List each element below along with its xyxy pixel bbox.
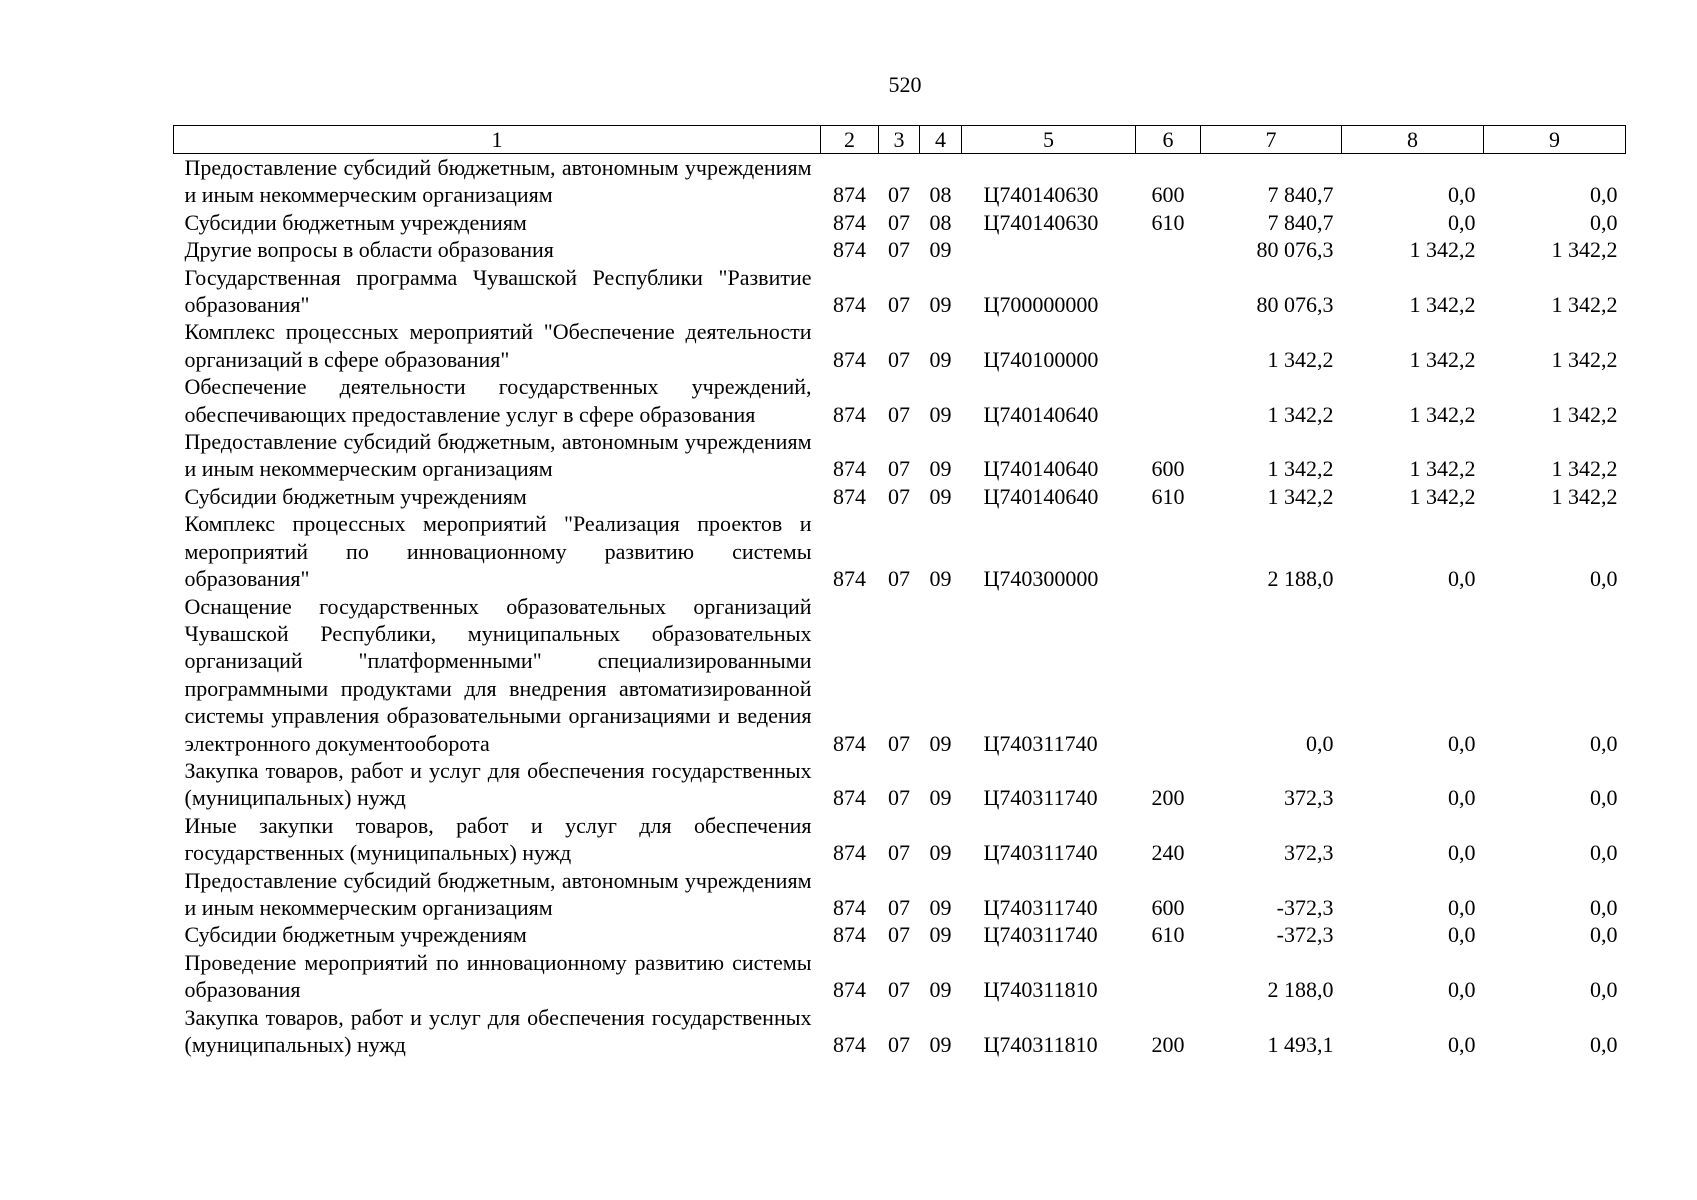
amount-col9: 0,0 [1590,730,1618,756]
expense-type-code: 600 [1151,182,1185,208]
row-name: Государственная программа Чувашской Республики "Развитие образования" [184,264,812,318]
expense-type-code [1136,236,1201,263]
amount-col9: 0,0 [1590,785,1618,811]
section-code: 07 [888,292,910,318]
amount-col9: 1 342,2 [1551,292,1618,318]
amount-col7: 2 188,0 [1267,566,1334,592]
expense-type-code [1136,949,1201,1004]
amount-col8: 1 342,2 [1409,456,1476,482]
amount-col9: 1 342,2 [1551,401,1618,427]
section-code: 07 [888,209,910,235]
column-header: 2 [821,126,879,154]
subsection-code: 09 [929,840,952,866]
ministry-code: 874 [833,785,866,811]
table-row [174,593,1626,757]
column-header: 9 [1484,126,1626,154]
amount-col8: 0,0 [1448,894,1476,920]
table-row [174,510,1626,592]
row-name: Обеспечение деятельности государственных учреждений, обеспечивающих предоставление услуг в сфере образования [184,374,812,427]
target-code: Ц740100000 [983,346,1099,372]
column-header: 8 [1342,126,1484,154]
row-name: Предоставление субсидий бюджетным, автономным учреждениям и иным некоммерческим организациям [184,429,812,482]
subsection-code: 09 [929,237,952,263]
table-row [174,373,1626,428]
target-code [962,236,1136,263]
row-name: Субсидии бюджетным учреждениям [184,922,527,948]
ministry-code: 874 [833,894,866,920]
section-code: 07 [888,922,910,948]
amount-col9: 0,0 [1590,1032,1618,1057]
table-row [174,921,1626,948]
table-row [174,812,1626,867]
budget-table [173,125,1626,1058]
ministry-code: 874 [833,182,866,208]
table-row [174,264,1626,319]
amount-col9: 0,0 [1590,182,1618,208]
subsection-code: 09 [929,977,952,1003]
subsection-code: 09 [929,346,952,372]
row-name: Субсидии бюджетным учреждениям [184,483,527,509]
expense-type-code [1136,373,1201,428]
amount-col9: 1 342,2 [1551,346,1618,372]
column-header: 1 [174,126,821,154]
section-code: 07 [888,346,910,372]
table-row [174,949,1626,1004]
subsection-code: 09 [929,894,952,920]
expense-type-code: 600 [1151,456,1185,482]
amount-col8: 0,0 [1448,922,1476,948]
amount-col9: 1 342,2 [1551,237,1618,263]
expense-type-code: 200 [1151,1032,1185,1057]
section-code: 07 [888,237,910,263]
row-name: Закупка товаров, работ и услуг для обеспечения государственных (муниципальных) нужд [184,1004,812,1057]
ministry-code: 874 [833,209,866,235]
amount-col9: 0,0 [1590,977,1618,1003]
amount-col7: 1 342,2 [1267,401,1334,427]
table-row [174,483,1626,510]
amount-col9: 1 342,2 [1551,456,1618,482]
column-header: 5 [962,126,1136,154]
section-code: 07 [888,401,910,427]
expense-type-code: 610 [1151,209,1185,235]
section-code: 07 [888,894,910,920]
amount-col7: 372,3 [1284,785,1334,811]
table-row [174,867,1626,922]
table-row [174,428,1626,483]
expense-type-code: 610 [1151,483,1185,509]
ministry-code: 874 [833,346,866,372]
target-code: Ц740300000 [983,566,1099,592]
target-code: Ц740140640 [983,456,1099,482]
amount-col8: 0,0 [1448,730,1476,756]
table-row [174,1004,1626,1059]
page-number: 520 [888,72,922,97]
target-code: Ц740311740 [983,922,1098,948]
amount-col7: 1 493,1 [1267,1032,1334,1057]
expense-type-code: 240 [1151,840,1185,866]
amount-col8: 0,0 [1448,785,1476,811]
subsection-code: 09 [929,785,952,811]
target-code: Ц740311740 [983,730,1098,756]
amount-col7: 80 076,3 [1256,292,1334,318]
section-code: 07 [888,730,910,756]
table-row [174,318,1626,373]
subsection-code: 09 [929,566,952,592]
amount-col7: -372,3 [1276,922,1334,948]
table-header [174,126,1626,154]
ministry-code: 874 [833,566,866,592]
target-code: Ц740311740 [983,894,1098,920]
row-name: Закупка товаров, работ и услуг для обеспечения государственных (муниципальных) нужд [184,757,812,811]
amount-col7: 80 076,3 [1256,237,1334,263]
table-body [174,154,1626,1059]
subsection-code: 09 [929,456,952,482]
section-code: 07 [888,785,910,811]
table-row [174,757,1626,812]
target-code: Ц740140640 [983,401,1099,427]
subsection-code: 09 [929,401,952,427]
subsection-code: 09 [929,922,952,948]
expense-type-code [1136,593,1201,757]
row-name: Иные закупки товаров, работ и услуг для обеспечения государственных (муниципальных) нужд [184,812,812,866]
subsection-code: 09 [929,1032,952,1057]
target-code: Ц740311740 [983,785,1098,811]
target-code: Ц740140630 [983,182,1099,208]
section-code: 07 [888,1032,910,1057]
table-row [174,236,1626,263]
amount-col8: 1 342,2 [1409,483,1476,509]
ministry-code: 874 [833,922,866,948]
target-code: Ц740311810 [983,1032,1098,1057]
amount-col8: 1 342,2 [1409,237,1476,263]
expense-type-code [1136,510,1201,592]
target-code: Ц740311740 [983,840,1098,866]
ministry-code: 874 [833,730,866,756]
ministry-code: 874 [833,483,866,509]
amount-col8: 0,0 [1448,209,1476,235]
row-name: Проведение мероприятий по инновационному развитию системы образования [184,949,812,1003]
target-code: Ц700000000 [983,292,1099,318]
amount-col9: 0,0 [1590,840,1618,866]
amount-col8: 0,0 [1448,182,1476,208]
amount-col7: 2 188,0 [1267,977,1334,1003]
row-name: Другие вопросы в области образования [184,237,554,263]
column-header: 6 [1136,126,1201,154]
column-header: 7 [1201,126,1342,154]
row-name: Предоставление субсидий бюджетным, автономным учреждениям и иным некоммерческим организациям [184,867,812,920]
amount-col7: 0,0 [1306,730,1334,756]
subsection-code: 08 [929,182,952,208]
section-code: 07 [888,456,910,482]
amount-col8: 0,0 [1448,1032,1476,1057]
amount-col8: 1 342,2 [1409,346,1476,372]
section-code: 07 [888,840,910,866]
expense-type-code [1136,264,1201,319]
ministry-code: 874 [833,977,866,1003]
amount-col9: 0,0 [1590,209,1618,235]
amount-col7: 7 840,7 [1267,182,1334,208]
target-code: Ц740140640 [983,483,1099,509]
amount-col8: 0,0 [1448,566,1476,592]
amount-col8: 1 342,2 [1409,401,1476,427]
expense-type-code: 600 [1151,894,1185,920]
row-name: Оснащение государственных образовательных организаций Чувашской Республики, муниципальных образовательных организаций "платформенными" специализированными программными продуктами для внедрения автоматизированной системы управления образовательными организациями и ведения электронного документооборота [184,593,812,756]
subsection-code: 08 [929,209,952,235]
ministry-code: 874 [833,292,866,318]
section-code: 07 [888,483,910,509]
amount-col9: 0,0 [1590,566,1618,592]
section-code: 07 [888,566,910,592]
target-code: Ц740140630 [983,209,1099,235]
amount-col7: -372,3 [1276,894,1334,920]
amount-col8: 1 342,2 [1409,292,1476,318]
row-name: Комплекс процессных мероприятий "Обеспечение деятельности организаций в сфере образования" [184,319,812,372]
ministry-code: 874 [833,840,866,866]
amount-col7: 7 840,7 [1267,209,1334,235]
subsection-code: 09 [929,730,952,756]
amount-col8: 0,0 [1448,840,1476,866]
section-code: 07 [888,977,910,1003]
subsection-code: 09 [929,292,952,318]
expense-type-code [1136,318,1201,373]
amount-col7: 1 342,2 [1267,456,1334,482]
ministry-code: 874 [833,237,866,263]
ministry-code: 874 [833,1032,866,1057]
amount-col7: 372,3 [1284,840,1334,866]
row-name: Предоставление субсидий бюджетным, автономным учреждениям и иным некоммерческим организациям [184,155,812,208]
header-row [174,126,1626,154]
table-row [174,154,1626,209]
expense-type-code: 610 [1151,922,1185,948]
ministry-code: 874 [833,401,866,427]
target-code: Ц740311810 [983,977,1098,1003]
column-header: 4 [920,126,962,154]
ministry-code: 874 [833,456,866,482]
row-name: Комплекс процессных мероприятий "Реализация проектов и мероприятий по инновационному развитию системы образования" [184,511,812,592]
expense-type-code: 200 [1151,785,1185,811]
amount-col7: 1 342,2 [1267,346,1334,372]
row-name: Субсидии бюджетным учреждениям [184,209,527,235]
amount-col8: 0,0 [1448,977,1476,1003]
amount-col9: 1 342,2 [1551,483,1618,509]
amount-col9: 0,0 [1590,894,1618,920]
table-row [174,209,1626,236]
amount-col7: 1 342,2 [1267,483,1334,509]
amount-col9: 0,0 [1590,922,1618,948]
column-header: 3 [879,126,920,154]
subsection-code: 09 [929,483,952,509]
section-code: 07 [888,182,910,208]
